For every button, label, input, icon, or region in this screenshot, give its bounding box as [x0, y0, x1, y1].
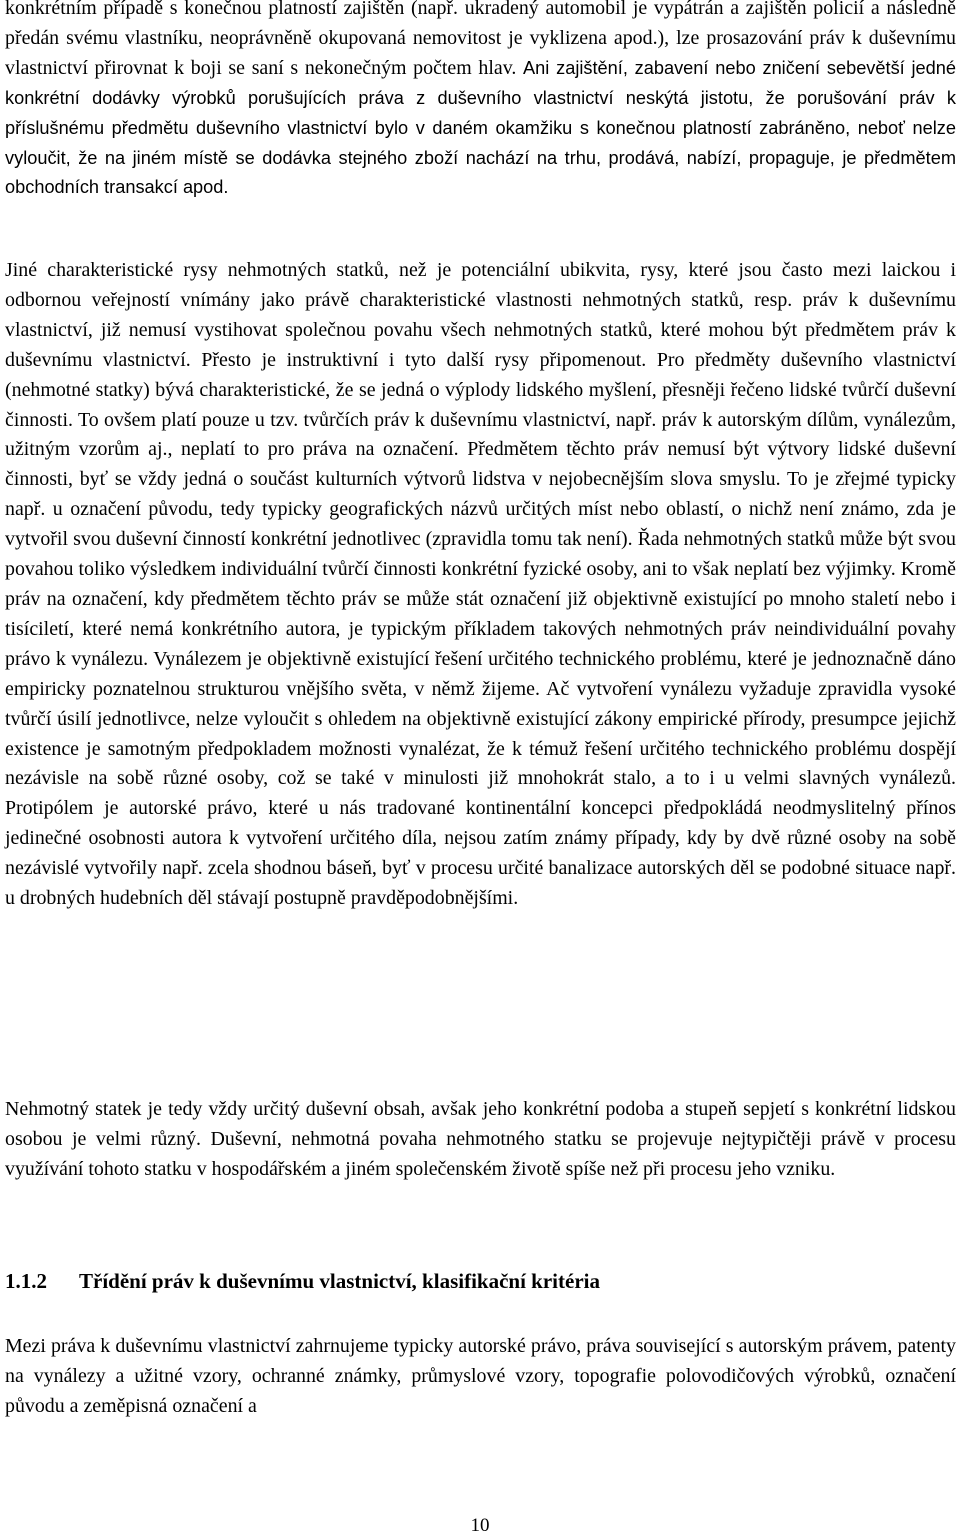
section-heading [5, 1266, 956, 1296]
paragraph-enforcement [5, 0, 956, 203]
section-title: Třídění práv k duševnímu vlastnictví, klasifikační kritéria [79, 1269, 600, 1293]
paragraph-enforcement-sans-run: Ani zajištění, zabavení nebo zničení sebevětší jedné konkrétní dodávky výrobků porušujících práva z duševního vlastnictví neskýtá jistotu, že porušování práv k příslušnému předmětu duševního vlastnictví bylo v daném okamžiku s konečnou platností zabráněno, neboť nelze vyloučit, že na jiném místě se dodávka stejného zboží nachází na trhu, prodává, nabízí, propaguje, je předmětem obchodních transakcí apod. [5, 57, 956, 198]
page-number: 10 [470, 1515, 490, 1536]
paragraph-intangible-asset: Nehmotný statek je tedy vždy určitý duševní obsah, avšak jeho konkrétní podoba a stupeň sepjetí s konkrétní lidskou osobou je velmi různý. Duševní, nehmotná povaha nehmotného statku se projevuje nejtypičtěji právě v procesu využívání tohoto statku v hospodářském a jiném společenském životě spíše než při procesu jeho vzniku. [5, 1098, 956, 1180]
paragraph-rights-list: Mezi práva k duševnímu vlastnictví zahrnujeme typicky autorské právo, práva související s autorským právem, patenty na vynálezy a užitné vzory, ochranné známky, průmyslové vzory, topografie polovodičových výrobků, označení původu a zeměpisná označení a [5, 1335, 956, 1417]
paragraph-characteristics: Jiné charakteristické rysy nehmotných statků, než je potenciální ubikvita, rysy, které jsou často mezi laickou i odbornou veřejností vnímány jako právě charakteristické vlastnosti nehmotných statků, resp. práv k duševnímu vlastnictví, již nemusí vystihovat společnou povahu všech nehmotných statků, které mohou být předmětem práv k duševnímu vlastnictví. Přesto je instruktivní i tyto další rysy připomenout. Pro předměty duševního vlastnictví (nehmotné statky) bývá charakteristické, že se jedná o výplody lidského myšlení, přesněji řečeno lidské tvůrčí duševní činnosti. To ovšem platí pouze u tzv. tvůrčích práv k duševnímu vlastnictví, např. práv k autorským dílům, vynálezům, užitným vzorům aj., neplatí to pro práva na označení. Předmětem těchto práv nemusí být výtvory lidské duševní činnosti, byť se vždy jedná o součást kulturních výtvorů lidstva v nejobecnějším slova smyslu. To je zřejmé typicky např. u označení původu, tedy typicky geografických názvů určitých míst nebo oblastí, o nichž není známo, zda je vytvořil svou duševní činností konkrétní jednotlivec (zpravidla tomu tak není). Řada nehmotných statků může být svou povahou toliko výsledkem individuální tvůrčí činnosti konkrétní fyzické osoby, ani to však neplatí bez výjimky. Kromě práv na označení, kdy předmětem těchto práv se může stát označení již objektivně existující po mnoho staletí nebo i tisíciletí, které nemá konkrétního autora, je typickým příkladem takových nehmotných práv neindividuální povahy právo k vynálezu. Vynálezem je objektivně existující řešení určitého technického problému, které je jednoznačně dáno empiricky poznatelnou strukturou vnějšího světa, v němž žijeme. Ač vytvoření vynálezu vyžaduje zpravidla vysoké tvůrčí úsilí jednotlivce, nelze vyloučit s ohledem na objektivně existující zákony empirické přírody, presumpce jejichž existence je samotným předpokladem možnosti vynalézat, že k témuž řešení určitého technického problému dospějí nezávisle na sobě různé osoby, což se také v minulosti již mnohokrát stalo, a to i u velmi slavných vynálezů. Protipólem je autorské právo, které u nás tradované kontinentální koncepci předpokládá neodmyslitelný přínos jedinečné osobnosti autora k vytvoření určitého díla, nejsou zatím známy případy, kdy by dvě různé osoby na sobě nezávislé vytvořily např. zcela shodnou báseň, byť v procesu určité banalizace autorských děl se podobné situace např. u drobných hudebních děl stávají postupně pravděpodobnějšími. [5, 259, 956, 910]
section-number: 1.1.2 [5, 1269, 47, 1293]
paragraph-enforcement-serif-run: konkrétním případě s konečnou platností zajištěn (např. ukradený automobil je vypátrán a zajištěn policií a následně předán svému vlastníku, neoprávněně okupovaná nemovitost je vyklizena apod.), lze prosazování práv k duševnímu vlastnictví přirovnat k boji se saní s nekonečným počtem hlav. [5, 0, 956, 79]
